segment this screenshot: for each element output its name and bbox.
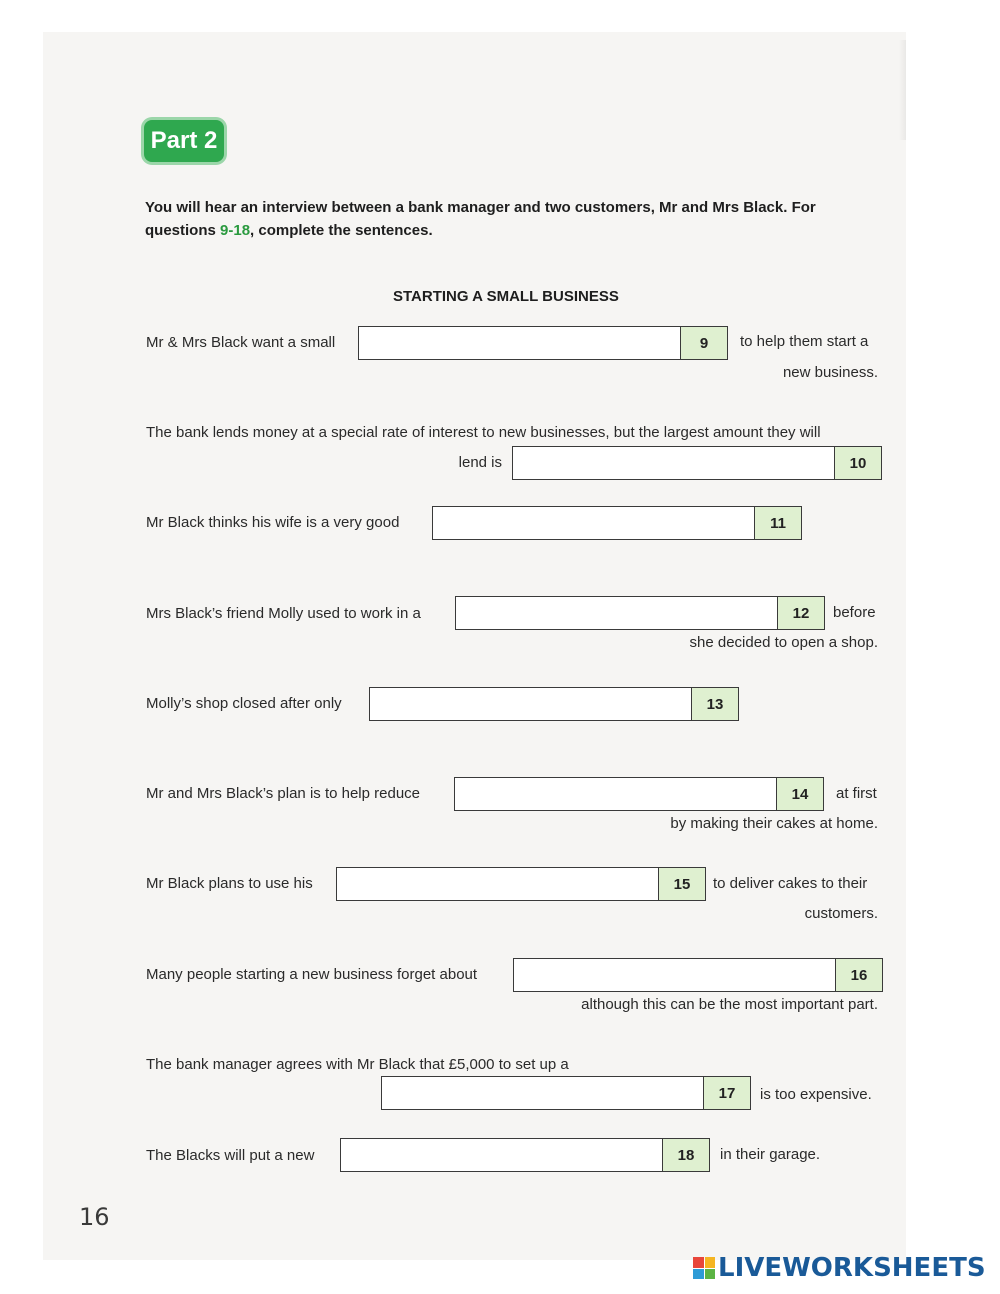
liveworksheets-logo-icon [693, 1257, 715, 1279]
q10-lead-text: The bank lends money at a special rate of interest to new businesses, but the largest amount they will [146, 424, 821, 441]
q15-number: 15 [658, 868, 705, 900]
q9-number: 9 [680, 327, 727, 359]
q13-number: 13 [691, 688, 738, 720]
q10-number: 10 [834, 447, 881, 479]
q15-text-after: to deliver cakes to their [713, 875, 868, 892]
q10-text-before: lend is [458, 454, 502, 471]
q14-text-after-line2: by making their cakes at home. [670, 815, 878, 832]
logo-square-3 [693, 1269, 704, 1280]
q12-answer-box[interactable] [455, 596, 825, 630]
instructions-text-before: You will hear an interview between a bank manager and two customers, Mr and Mrs Black. For questions [145, 199, 816, 239]
q13-answer-box[interactable] [369, 687, 739, 721]
q16-number: 16 [835, 959, 882, 991]
instructions-text-after: , complete the sentences. [250, 222, 433, 239]
q11-text-before: Mr Black thinks his wife is a very good [146, 514, 400, 531]
part-badge: Part 2 [144, 120, 224, 162]
q14-text-after: at first [836, 785, 877, 802]
q16-answer-box[interactable] [513, 958, 883, 992]
q9-text-before: Mr & Mrs Black want a small [146, 334, 336, 351]
q9-answer-box[interactable] [358, 326, 728, 360]
q13-text-before: Molly’s shop closed after only [146, 695, 342, 712]
logo-square-2 [705, 1257, 716, 1268]
q11-answer-box[interactable] [432, 506, 802, 540]
q9-text-after-line2: new business. [782, 364, 878, 381]
q16-text-before: Many people starting a new business forget about [146, 966, 478, 983]
q9-text-after: to help them start a [740, 333, 869, 350]
q14-number: 14 [776, 778, 823, 810]
q18-text-before: The Blacks will put a new [146, 1147, 315, 1164]
q14-answer-box[interactable] [454, 777, 824, 811]
q18-text-after: in their garage. [720, 1146, 821, 1163]
q12-text-after: before [833, 604, 876, 621]
q11-number: 11 [754, 507, 801, 539]
page-edge [899, 40, 906, 140]
q17-text-after: is too expensive. [760, 1086, 872, 1103]
q14-text-before: Mr and Mrs Black’s plan is to help reduce [146, 785, 421, 802]
q15-text-after-line2: customers. [804, 905, 878, 922]
q18-answer-box[interactable] [340, 1138, 710, 1172]
section-title: STARTING A SMALL BUSINESS [393, 288, 619, 305]
q10-answer-box[interactable] [512, 446, 882, 480]
q17-lead-text: The bank manager agrees with Mr Black that £5,000 to set up a [146, 1056, 569, 1073]
q17-answer-box[interactable] [381, 1076, 751, 1110]
q15-text-before: Mr Black plans to use his [146, 875, 313, 892]
liveworksheets-footer[interactable] [693, 1253, 986, 1283]
q18-number: 18 [662, 1139, 709, 1171]
liveworksheets-brand: LIVEWORKSHEETS [718, 1253, 986, 1283]
q12-text-before: Mrs Black’s friend Molly used to work in a [146, 605, 421, 622]
q12-text-after-line2: she decided to open a shop. [689, 634, 878, 651]
logo-square-4 [705, 1269, 716, 1280]
q12-number: 12 [777, 597, 824, 629]
q17-number: 17 [703, 1077, 750, 1109]
instructions [145, 196, 885, 242]
q15-answer-box[interactable] [336, 867, 706, 901]
q16-text-after-line2: although this can be the most important part. [581, 996, 878, 1013]
logo-square-1 [693, 1257, 704, 1268]
page-number: 16 [79, 1203, 110, 1231]
question-range: 9-18 [220, 222, 251, 239]
